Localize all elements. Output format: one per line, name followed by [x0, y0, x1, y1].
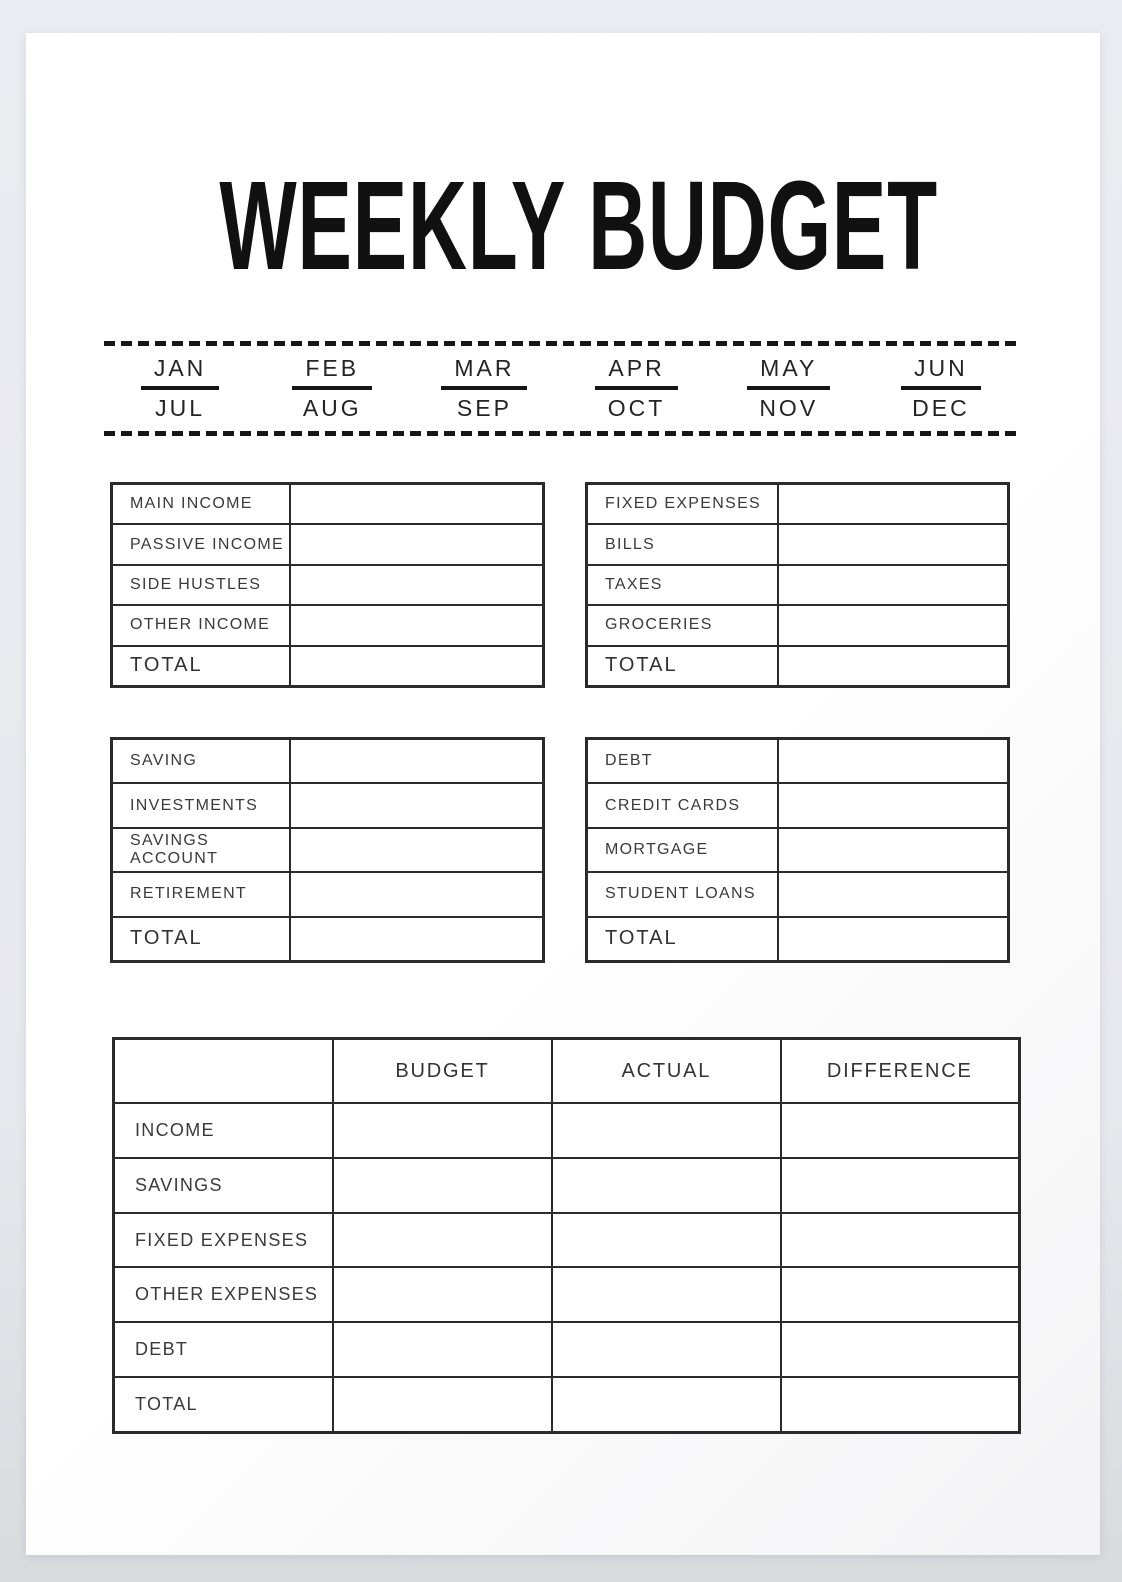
row-label: SIDE HUSTLES: [130, 576, 262, 594]
month-may[interactable]: MAY: [747, 355, 830, 390]
summary-row: [115, 1157, 1018, 1212]
row-label: OTHER INCOME: [130, 616, 271, 634]
total-label-cell: [588, 647, 779, 685]
table-row: [588, 523, 1007, 563]
row-label-cell: [588, 485, 779, 523]
summary-row-label-cell: [115, 1378, 332, 1431]
saving-table: [110, 737, 545, 963]
taxes-value-cell[interactable]: [779, 566, 1007, 604]
row-label-cell: [113, 784, 291, 826]
row-label: TAXES: [605, 576, 663, 594]
mortgage-value-cell[interactable]: [779, 829, 1007, 871]
summary-row-label-cell: [115, 1159, 332, 1212]
total-label: TOTAL: [130, 654, 203, 677]
row-label: SAVINGS: [135, 1174, 223, 1195]
month-aug[interactable]: AUG: [302, 395, 362, 421]
row-label-cell: [588, 740, 779, 782]
debt-actual-cell[interactable]: [551, 1323, 779, 1376]
table-total-row: [588, 916, 1007, 960]
row-label-cell: [113, 606, 291, 644]
other-expenses-actual-cell[interactable]: [551, 1268, 779, 1321]
table-row: [588, 740, 1007, 782]
table-row: [588, 485, 1007, 523]
month-column: [256, 355, 408, 421]
table-row: [113, 485, 542, 523]
row-label-cell: [588, 566, 779, 604]
budget-page: [26, 33, 1100, 1555]
row-label: CREDIT CARDS: [605, 796, 741, 814]
row-label: FIXED EXPENSES: [135, 1229, 309, 1250]
row-label: PASSIVE INCOME: [130, 535, 284, 553]
table-row: [588, 604, 1007, 644]
month-selector: [104, 341, 1017, 436]
dashed-divider-top: [104, 341, 1017, 346]
dashed-divider-bottom: [104, 431, 1017, 436]
month-nov[interactable]: NOV: [759, 395, 819, 421]
fixed-expenses-value-cell[interactable]: [779, 485, 1007, 523]
row-label-cell: [113, 525, 291, 563]
fixed-expenses-difference-cell[interactable]: [780, 1214, 1018, 1267]
row-label: DEBT: [135, 1339, 189, 1360]
row-label: DEBT: [605, 752, 653, 770]
income-actual-cell[interactable]: [551, 1104, 779, 1157]
table-row: [113, 604, 542, 644]
total-label: TOTAL: [130, 927, 203, 950]
month-apr[interactable]: APR: [595, 355, 677, 390]
debt-total-value-cell[interactable]: [779, 918, 1007, 960]
saving-value-cell[interactable]: [291, 740, 542, 782]
month-sep[interactable]: SEP: [456, 395, 512, 421]
total-label: TOTAL: [605, 927, 678, 950]
total-actual-cell[interactable]: [551, 1378, 779, 1431]
other-expenses-difference-cell[interactable]: [780, 1268, 1018, 1321]
row-label-cell: [588, 873, 779, 915]
savings-actual-cell[interactable]: [551, 1159, 779, 1212]
income-budget-cell[interactable]: [332, 1104, 551, 1157]
bills-value-cell[interactable]: [779, 525, 1007, 563]
table-row: [113, 564, 542, 604]
row-label: INVESTMENTS: [130, 796, 259, 814]
fixed-expenses-actual-cell[interactable]: [551, 1214, 779, 1267]
row-label: STUDENT LOANS: [605, 885, 756, 903]
total-budget-cell[interactable]: [332, 1378, 551, 1431]
row-label: OTHER EXPENSES: [135, 1284, 319, 1305]
debt-difference-cell[interactable]: [780, 1323, 1018, 1376]
column-header: DIFFERENCE: [826, 1059, 973, 1082]
summary-header-row: [115, 1040, 1018, 1102]
table-total-row: [588, 645, 1007, 685]
total-label-cell: [113, 647, 291, 685]
month-jul[interactable]: JUL: [155, 395, 206, 421]
passive-income-value-cell[interactable]: [291, 525, 542, 563]
table-total-row: [113, 916, 542, 960]
investments-value-cell[interactable]: [291, 784, 542, 826]
month-feb[interactable]: FEB: [292, 355, 372, 390]
row-label-cell: [113, 873, 291, 915]
summary-row-label-cell: [115, 1323, 332, 1376]
title-row: [26, 157, 1100, 296]
table-row: [113, 782, 542, 826]
summary-row-label-cell: [115, 1104, 332, 1157]
main-income-value-cell[interactable]: [291, 485, 542, 523]
savings-total-value-cell[interactable]: [291, 918, 542, 960]
month-mar[interactable]: MAR: [441, 355, 527, 390]
table-row: [113, 827, 542, 871]
summary-row: [115, 1266, 1018, 1321]
row-label: SAVINGS ACCOUNT: [130, 832, 219, 868]
row-label-cell: [113, 485, 291, 523]
column-header: ACTUAL: [621, 1059, 712, 1082]
month-oct[interactable]: OCT: [607, 395, 666, 421]
summary-row: [115, 1102, 1018, 1157]
fixed-expenses-table: [585, 482, 1010, 688]
savings-account-value-cell[interactable]: [291, 829, 542, 871]
summary-table: [112, 1037, 1021, 1434]
row-label: BILLS: [605, 535, 656, 553]
income-table: [110, 482, 545, 688]
fixed-expenses-budget-cell[interactable]: [332, 1214, 551, 1267]
row-label: INCOME: [135, 1119, 215, 1140]
page-title: WEEKLY BUDGET: [219, 155, 938, 296]
debt-value-cell[interactable]: [779, 740, 1007, 782]
total-label: TOTAL: [605, 654, 678, 677]
month-column: [561, 355, 713, 421]
row-label: GROCERIES: [605, 616, 713, 634]
row-label: FIXED EXPENSES: [605, 495, 762, 513]
month-grid: [104, 355, 1017, 421]
row-label: MORTGAGE: [605, 841, 709, 859]
summary-header-cell: [332, 1040, 551, 1102]
summary-row: [115, 1212, 1018, 1267]
row-label: MAIN INCOME: [130, 495, 253, 513]
table-row: [113, 523, 542, 563]
month-column: [104, 355, 256, 421]
column-header: BUDGET: [395, 1059, 490, 1082]
savings-difference-cell[interactable]: [780, 1159, 1018, 1212]
total-difference-cell[interactable]: [780, 1378, 1018, 1431]
groceries-value-cell[interactable]: [779, 606, 1007, 644]
table-row: [588, 564, 1007, 604]
total-label-cell: [588, 918, 779, 960]
other-expenses-budget-cell[interactable]: [332, 1268, 551, 1321]
row-label-cell: [588, 525, 779, 563]
income-total-value-cell[interactable]: [291, 647, 542, 685]
summary-row-label-cell: [115, 1268, 332, 1321]
summary-row: [115, 1321, 1018, 1376]
summary-row-label-cell: [115, 1214, 332, 1267]
table-row: [113, 871, 542, 915]
side-hustles-value-cell[interactable]: [291, 566, 542, 604]
expenses-total-value-cell[interactable]: [779, 647, 1007, 685]
row-label: TOTAL: [135, 1394, 198, 1415]
month-column: [408, 355, 560, 421]
total-label-cell: [113, 918, 291, 960]
debt-table: [585, 737, 1010, 963]
row-label-cell: [113, 566, 291, 604]
row-label: RETIREMENT: [130, 885, 247, 903]
row-label-cell: [113, 740, 291, 782]
debt-budget-cell[interactable]: [332, 1323, 551, 1376]
month-dec[interactable]: DEC: [912, 395, 970, 421]
month-column: [713, 355, 865, 421]
retirement-value-cell[interactable]: [291, 873, 542, 915]
row-label-cell: [588, 829, 779, 871]
summary-total-row: [115, 1376, 1018, 1431]
table-row: [588, 871, 1007, 915]
row-label: SAVING: [130, 752, 198, 770]
student-loans-value-cell[interactable]: [779, 873, 1007, 915]
table-row: [588, 827, 1007, 871]
row-label-cell: [588, 784, 779, 826]
table-row: [588, 782, 1007, 826]
month-jan[interactable]: JAN: [141, 355, 219, 390]
summary-header-cell: [780, 1040, 1018, 1102]
row-label-cell: [588, 606, 779, 644]
month-column: [865, 355, 1017, 421]
other-income-value-cell[interactable]: [291, 606, 542, 644]
savings-budget-cell[interactable]: [332, 1159, 551, 1212]
row-label-cell: [113, 829, 291, 871]
summary-header-cell: [551, 1040, 779, 1102]
table-total-row: [113, 645, 542, 685]
summary-header-empty-cell: [115, 1040, 332, 1102]
income-difference-cell[interactable]: [780, 1104, 1018, 1157]
month-jun[interactable]: JUN: [901, 355, 981, 390]
table-row: [113, 740, 542, 782]
credit-cards-value-cell[interactable]: [779, 784, 1007, 826]
